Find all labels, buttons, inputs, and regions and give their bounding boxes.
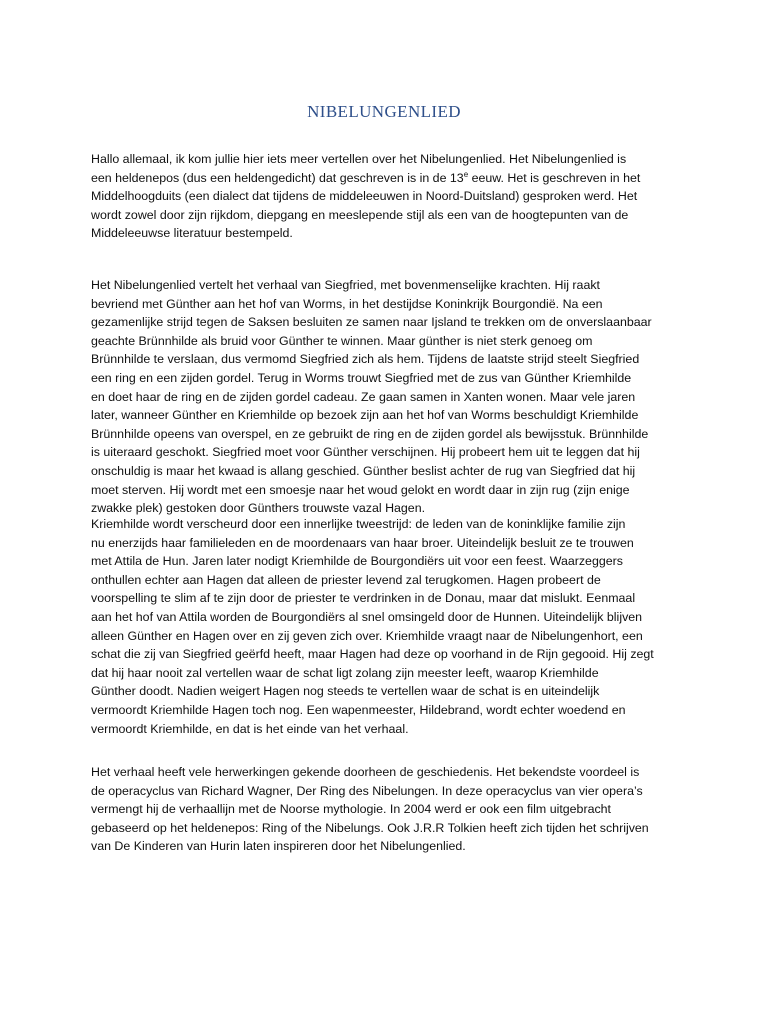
text-line: Middeleeuwse literatuur bestempeld. — [91, 226, 293, 241]
text-segment: een heldenepos (dus een heldengedicht) dat geschreven is in de 13 — [91, 170, 464, 185]
text-segment: eeuw. Het is geschreven in het — [468, 170, 641, 185]
text-line: vermengt hij de verhaallijn met de Noorse mythologie. In 2004 werd er ook een film uitgebracht — [91, 802, 611, 817]
text-line: bevriend met Günther aan het hof van Worms, in het destijdse Koninkrijk Bourgondië. Na een — [91, 296, 603, 311]
text-line: voorspelling te slim af te zijn door de priester te verdrinken in de Donau, maar dat mislukt. Eenmaal — [91, 591, 636, 606]
text-line: Het verhaal heeft vele herwerkingen gekende doorheen de geschiedenis. Het bekendste voordeel is — [91, 765, 640, 779]
text-line: Günther doodt. Nadien weigert Hagen nog steeds te vertellen waar de schat is en uiteindelijk — [91, 684, 600, 699]
text-line: gezamenlijke strijd tegen de Saksen besluiten ze samen naar Ijsland te trekken om de onverslaanbaar — [91, 315, 652, 330]
text-line: aan het hof van Attila worden de Bourgondiërs al snel omsingeld door de Hunnen. Uiteindelijk blijven — [91, 609, 643, 624]
paragraph-kriemhilde — [91, 515, 691, 738]
text-line: is uiteraard geschokt. Siegfried moet voor Günther verschijnen. Hij probeert hem uit te leggen dat hij — [91, 445, 640, 460]
text-line: een ring en een zijden gordel. Terug in Worms trouwt Siegfried met de zus van Günther Kriemhilde — [91, 370, 632, 385]
text-line: Hallo allemaal, ik kom jullie hier iets meer vertellen over het Nibelungenlied. Het Nibelungenlied is — [91, 152, 627, 166]
text-line: alleen Günther en Hagen over en zij geven zich over. Kriemhilde vraagt naar de Nibelungenhort, een — [91, 628, 643, 643]
paragraph-story — [91, 276, 691, 518]
text-line: Brünnhilde te verslaan, dus vermomd Siegfried zich als hem. Tijdens de laatste strijd steelt Siegfried — [91, 352, 640, 367]
paragraph-intro — [91, 150, 691, 243]
text-line: van De Kinderen van Hurin laten inspireren door het Nibelungenlied. — [91, 839, 466, 854]
text-line: Brünnhilde opeens van overspel, en ze gebruikt de ring en de zijden gordel als bewijsstuk. Brünnhilde — [91, 426, 649, 441]
text-line: schat die zij van Siegfried geërfd heeft, maar Hagen had deze op voorhand in de Rijn gegooid. Hij zegt — [91, 647, 654, 662]
text-line: Het Nibelungenlied vertelt het verhaal van Siegfried, met bovenmenselijke krachten. Hij raakt — [91, 278, 600, 292]
text-line: moet sterven. Hij wordt met een smoesje naar het woud gelokt en wordt daar in zijn rug (zijn enige — [91, 482, 630, 497]
text-line: geachte Brünnhilde als bruid voor Günther te winnen. Maar günther is niet sterk genoeg om — [91, 333, 593, 348]
superscript: e — [463, 169, 469, 179]
text-line: dat hij haar nooit zal vertellen waar de schat ligt zolang zijn meester leeft, waarop Kriemhilde — [91, 665, 599, 680]
document-title: NIBELUNGENLIED — [307, 102, 461, 121]
text-line: later, wanneer Günther en Kriemhilde op bezoek zijn aan het hof van Worms beschuldigt Kriemhilde — [91, 408, 639, 423]
text-line: de operacyclus van Richard Wagner, Der Ring des Nibelungen. In deze operacyclus van vier opera’s — [91, 783, 643, 798]
text-line: gebaseerd op het heldenepos: Ring of the Nibelungs. Ook J.R.R Tolkien heeft zich tijden het schrijven — [91, 820, 649, 835]
text-line: nu enerzijds haar familieleden en de moordenaars van haar broer. Uiteindelijk besluit ze te trouwen — [91, 535, 634, 550]
text-line: vermoordt Kriemhilde, en dat is het einde van het verhaal. — [91, 721, 409, 736]
text-line — [91, 169, 691, 188]
text-line: wordt zowel door zijn rijkdom, diepgang en meeslepende stijl als een van de hoogtepunten van de — [91, 207, 629, 222]
text-line: onthullen echter aan Hagen dat alleen de priester levend zal terugkomen. Hagen probeert de — [91, 572, 601, 587]
text-line: vermoordt Kriemhilde Hagen toch nog. Een wapenmeester, Hildebrand, wordt echter woedend en — [91, 702, 626, 717]
paragraph-adaptations — [91, 763, 691, 856]
text-line: Middelhoogduits (een dialect dat tijdens de middeleeuwen in Noord-Duitsland) gesproken werd. Het — [91, 189, 638, 204]
text-line: met Attila de Hun. Jaren later nodigt Kriemhilde de Bourgondiërs uit voor een feest. Waarzeggers — [91, 554, 623, 569]
text-line: zwakke plek) gestoken door Günthers trouwste vazal Hagen. — [91, 501, 426, 516]
text-line: Kriemhilde wordt verscheurd door een innerlijke tweestrijd: de leden van de koninklijke familie zijn — [91, 517, 626, 531]
text-line: en doet haar de ring en de zijden gordel cadeau. Ze gaan samen in Xanten wonen. Maar vele jaren — [91, 389, 636, 404]
text-line: onschuldig is maar het kwaad is allang geschied. Günther beslist achter de rug van Siegfried dat hij — [91, 463, 636, 478]
